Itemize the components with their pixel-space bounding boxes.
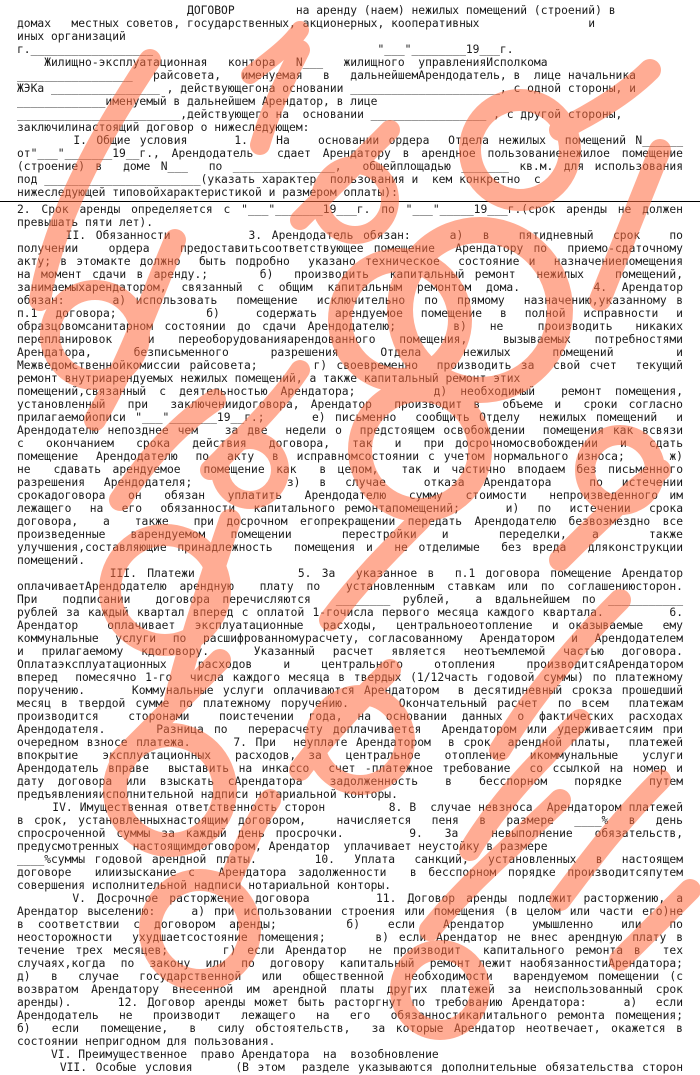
document-line: совершения исполнительной надписи нотариальной конторы. (17, 879, 392, 892)
document-line: Арендодатель вправе выставить на инкассо счет -платежное требование со ссылкой на номер и (17, 762, 683, 775)
document-line: перепланировок и переоборудованияарендованного помещения, вызываемых потребностями (17, 333, 683, 346)
document-line: произведенные варендуемом помещении перестройки и переделки, а также (17, 528, 683, 541)
document-line: не сдавать арендуемое помещение как в целом, так и частично вподаем без письменного (17, 463, 683, 476)
document-line: в соответствии с договором аренды; б) если Арендатор умышленно или по (17, 918, 683, 931)
document-line: прилагаемойописи "___"_______19__г.; е) письменно сообщить Отделу нежилых помещений и (17, 411, 683, 424)
document-line: разрешения Арендодателя; з) в случае отказа Арендатора по истечении (17, 476, 683, 489)
section-divider (0, 201, 700, 202)
document-line: II. Обязанности 3. Арендодатель обязан: а) в пятидневный срок по (17, 229, 683, 242)
document-line: течение трех месяцев; г) если Арендатор не производит капитального ремонта в тех (17, 944, 683, 957)
document-line: месяц в твердой сумме по платежному поручению. Окончательный расчет по всем платежам (17, 697, 683, 710)
document-line: При подписании договора перечисляются ________ рублей, а вдальнейшем по ___________ (17, 593, 683, 606)
document-line: IV. Имущественная ответственность сторон 8. В случае невзноса Арендатором платежей (17, 801, 683, 814)
document-line: помещение Арендодателю по акту в исправномсостоянии с учетом нормального износа; ж) (17, 450, 683, 463)
document-line: договора, а также при досрочном егопрекращении передать Арендодателю безвозмездно все (17, 515, 683, 528)
document-line: _____________именуемый в дальнейшем Арендатор, в лице (17, 95, 378, 108)
document-line: под _______________________(указать характер пользования и кем конкретно с (17, 173, 541, 186)
document-line: рублей за каждый квартал вперед с оплатой 1-гочисла первого месяца каждого квартала. 6. (17, 606, 683, 619)
document-line: заключилинастоящий договор о нижеследующем: (17, 121, 310, 134)
document-line: ремонт внутриарендуемых нежилых помещений, а также капитальный ремонт этих (17, 372, 521, 385)
document-line: образцовомсанитарном состоянии до сдачи Арендодателю; в) не производить никаких (17, 320, 683, 333)
document-line: с окончанием срока действия договора, так и при досрочномосвобождении и сдать (17, 437, 683, 450)
document-line: производится сторонами поистечении года, на основании данных о фактических расходах (17, 710, 683, 723)
document-line: помещений. (17, 554, 86, 567)
document-line: Арендатор оплачивает эксплуатационные расходы, центральноеотопление и оказываемые ему (17, 619, 683, 632)
document-line: Оплатаэксплуатационных расходов и центрального отопления производитсяАрендатором (17, 658, 683, 671)
document-line: ДОГОВОР на аренду (наем) нежилых помещений (строений) в (17, 4, 616, 17)
document-line: Арендатора, безписьменного разрешения Отдела нежилых помещений и (17, 346, 683, 359)
document-line: п.1 договора; б) содержать арендуемое помещение в полной исправности и (17, 307, 683, 320)
document-line: Арендодателя. Разница по перерасчету доплачивается Арендатором или удерживаетсяим при (17, 723, 683, 736)
document-line: _________________ райсовета, именуемая в дальнейшемАрендодатель, в лице начальника (17, 69, 636, 82)
document-line: д) в случае государственной или общественной необходимости варендуемом помещении (с (17, 970, 683, 983)
document-line: срокадоговора он обязан уплатить Арендодателю сумму стоимости непроизведенного им (17, 489, 683, 502)
document-line: установленный при заключениидоговора, Арендатор производит в объеме и сроки согласно (17, 398, 683, 411)
document-line: помещений,связанный с деятельностью Арендатора; д) необходимый ремонт помещения, (17, 385, 683, 398)
document-line: предусмотренных настоящимдоговором, Арендатор уплачивает неустойку в размере (17, 840, 548, 853)
document-line: ____%суммы годовой арендной платы. 10. Уплата санкций, установленных в настоящем (17, 853, 683, 866)
document-line: Жилищно-эксплуатационная контора N___ жилищного управленияИсполкома (17, 56, 548, 69)
document-line: ________________________,действующего на основании _________________ , с другой стороны, (17, 108, 623, 121)
document-line: VI. Преимущественное право Арендатора на возобновление (17, 1048, 439, 1061)
document-line: неосторожности ухудшаетсостояние помещения; в) если Арендатор не внес арендную плату в (17, 931, 683, 944)
document-line: превышать пяти лет). (17, 216, 154, 229)
document-line: впокрытие эксплуатационных расходов, за центральное отопление икоммунальные услуги (17, 749, 683, 762)
document-line: ЖЭКа ________________ , действующегона основании ______________________, с одной стороны, и (17, 82, 636, 95)
document-line: Межведомственнойкомиссии райсовета; г) своевременно производить за свой счет текущий (17, 359, 683, 372)
document-line: нижеследующей типовойхарактеристикой и размером оплаты): (17, 186, 398, 199)
document-line: получении ордера предоставитьсоответствующее помещение Арендатору по приемо-сдаточному (17, 242, 683, 255)
document-line: лежащего на его обязанности капитального ремонтапомещений; и) по истечении срока (17, 502, 683, 515)
document-line: очередном взносе платежа. 7. При неуплате Арендатором в срок арендной платы, платежей (17, 736, 683, 749)
document-line: от"___"_______19__г., Арендодатель сдает Арендатору в арендное пользованиенежилое помещение (17, 147, 683, 160)
document-line: Арендодатель не производит лежащего на его обязанностикапитального ремонта помещения; (17, 1009, 683, 1022)
document-line: дату договора или взыскать сАрендатора задолженность в бесспорном порядке путем (17, 775, 683, 788)
document-line: Арендатор выселению: а) при использовании строения или помещения (в целом или части его)не (17, 905, 683, 918)
document-line: вперед помесячно 1-го числа каждого месяца в твердых (1/12часть годовой суммы) по платежному (17, 671, 683, 684)
document-line: б) если помещение, в силу обстоятельств, за которые Арендатор неотвечает, окажется в (17, 1022, 683, 1035)
document-line: акту; в этомакте должно быть подробно указано техническое состояние и назначениепомещения (17, 255, 683, 268)
document-line: III. Платежи 5. За указанное в п.1 договора помещение Арендатор (17, 567, 683, 580)
document-line: возвратом Арендатору внесенной им арендной платы других платежей за неиспользованный срок (17, 983, 683, 996)
document-line: поручению. Коммунальные услуги оплачиваются Арендатором в десятидневный срокза прошедший (17, 684, 683, 697)
document-line: V. Досрочное расторжение договора 11. Договор аренды подлежит расторжению, а (17, 892, 683, 905)
document-line: оплачиваетАрендодателю арендную плату по установленным ставкам или по соглашениюсторон. (17, 580, 683, 593)
document-line: VII. Особые условия (В этом разделе указываются дополнительные обязательства сторон (17, 1061, 683, 1074)
document-line: случаях,когда по закону или по договору капитальный ремонт лежит наобязанностиАрендатора; (17, 957, 683, 970)
document-line: (строение) в доме N___ по _______________, общейплощадью _______ кв.м. для использования (17, 160, 683, 173)
document-line: 2. Срок аренды определяется с "___"_______19___г. по "___"_____19___г.(срок аренды не должен (17, 203, 683, 216)
document-line: Арендодателю непозднее чем за две недели о предстоящем освобождении помещения как всвязи (17, 424, 683, 437)
document-line: коммунальные услуги по расшифрованномурасчету, согласованному Арендатором и Арендодателем (17, 632, 683, 645)
document-line: домах местных советов, государственных, акционерных, кооперативных и (17, 17, 596, 30)
document-line: предъявленияисполнительной надписи нотариальной конторы. (17, 788, 398, 801)
document-line: I. Общие условия 1. На основании ордера Отдела нежилых помещений N______ (17, 134, 683, 147)
document-line: в срок, установленныхнастоящим договором, начисляется пеня в размере ____% в день (17, 814, 683, 827)
document-line: состоянии непригодном для пользования. (17, 1035, 276, 1048)
document-line: занимаемыхарендатором, связанный с общим капитальным ремонтом дома. 4. Арендатор (17, 281, 683, 294)
document-line: договоре илиизыскание с Арендатора задолженности в бесспорном порядке производитсяпутем (17, 866, 683, 879)
document-line: аренды). 12. Договор аренды может быть расторгнут по требованию Арендатора: а) если (17, 996, 683, 1009)
document-line: на момент сдачи в аренду.; б) производить капитальный ремонт нежилых помещений, (17, 268, 683, 281)
document-line: улучшения,составляющие принадлежность помещения и не отделимые без вреда дляконструкции (17, 541, 683, 554)
document-line: и прилагаемому кдоговору. Указанный расчет является неотъемлемой частью договора. (17, 645, 683, 658)
document-line: иных организаций (17, 30, 126, 43)
document-line: обязан: а) использовать помещение исключительно по прямому назначению,указанному в (17, 294, 683, 307)
document-line: спросроченной суммы за каждый день просрочки. 9. За невыполнение обязательств, (17, 827, 683, 840)
document-line: г.__________________ "___"________19___г. (17, 43, 514, 56)
